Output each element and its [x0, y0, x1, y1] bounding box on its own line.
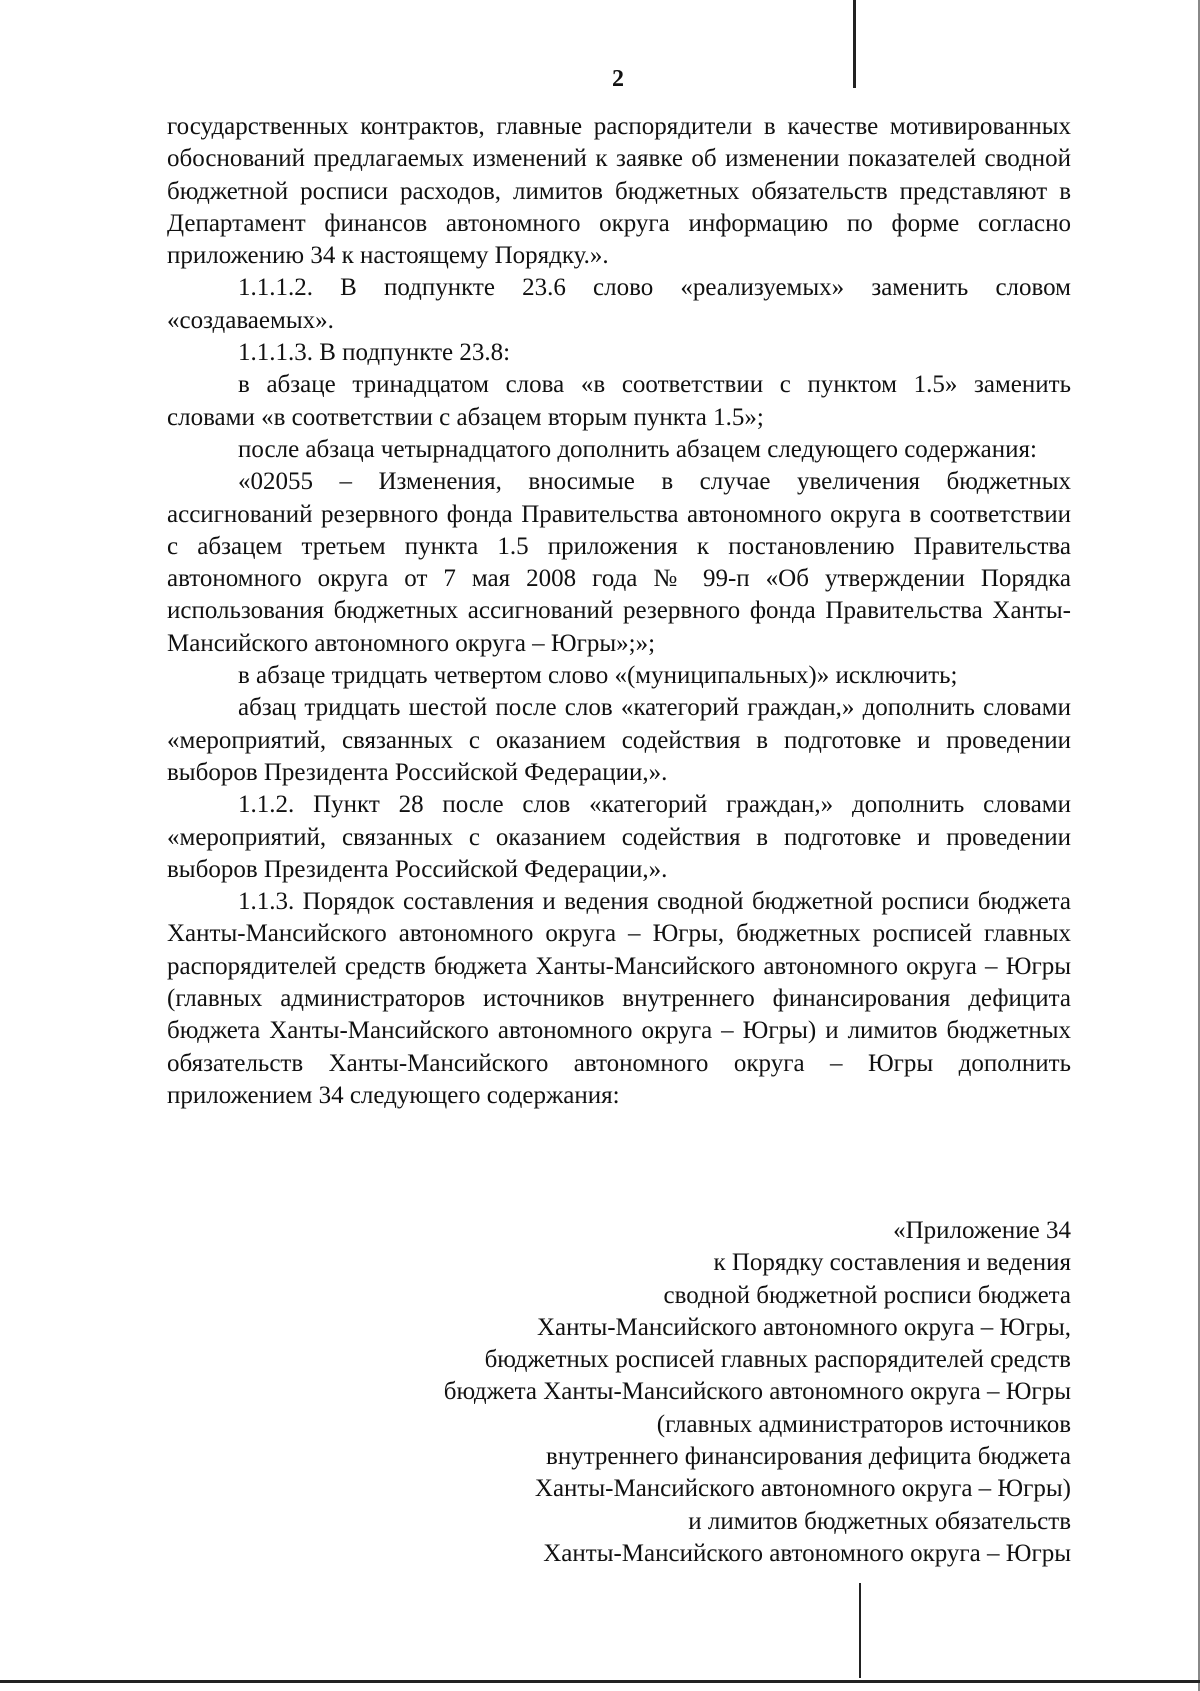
paragraph-continuation: государственных контрактов, главные распорядители в качестве мотивированных обоснований предлагаемых изменений к заявке об изменении показателей сводной бюджетной росписи расходов, лимитов бюджетных обязательств представляют в Департамент финансов автономного округа информацию по форме согласно приложению 34 к настоящему Порядку.». — [167, 113, 1071, 270]
paragraph-code-02055: «02055 – Изменения, вносимые в случае увеличения бюджетных ассигнований резервного фонда Правительства автономного округа в соответствии с абзацем третьем пункта 1.5 приложения к постановлению Правительства автономного округа от 7 мая 2008 года № 99-п «Об утверждении Порядка использования бюджетных ассигнований резервного фонда Правительства Ханты-Мансийского автономного округа – Югры»;»; — [167, 468, 1071, 657]
paragraph-abzac-34: в абзаце тридцать четвертом слово «(муниципальных)» исключить; — [238, 662, 958, 690]
appendix-line: Ханты-Мансийского автономного округа – Югры) — [534, 1475, 1071, 1503]
paragraph-1-1-1-2: 1.1.1.2. В подпункте 23.6 слово «реализуемых» заменить словом «создаваемых». — [167, 274, 1071, 334]
appendix-line: бюджетных росписей главных распорядителей средств — [484, 1346, 1071, 1374]
paragraph-abzac-36: абзац тридцать шестой после слов «категорий граждан,» дополнить словами «мероприятий, связанных с оказанием содействия в подготовке и проведении выборов Президента Российской Федерации,». — [167, 694, 1071, 786]
paragraph-1-1-1-3: 1.1.1.3. В подпункте 23.8: — [238, 339, 511, 367]
appendix-line: Ханты-Мансийского автономного округа – Югры — [543, 1539, 1071, 1567]
appendix-heading — [311, 1215, 1071, 1570]
paragraph-abzac-14: после абзаца четырнадцатого дополнить абзацем следующего содержания: — [238, 435, 1037, 463]
page-number: 2 — [612, 66, 624, 92]
paragraph-abzac-13: в абзаце тринадцатом слова «в соответствии с пунктом 1.5» заменить словами «в соответствии с абзацем вторым пункта 1.5»; — [167, 371, 1071, 431]
appendix-line: сводной бюджетной росписи бюджета — [663, 1281, 1071, 1309]
appendix-line: внутреннего финансирования дефицита бюджета — [546, 1443, 1071, 1471]
appendix-line: к Порядку составления и ведения — [713, 1249, 1071, 1277]
paragraph-1-1-2: 1.1.2. Пункт 28 после слов «категорий граждан,» дополнить словами «мероприятий, связанных с оказанием содействия в подготовке и проведении выборов Президента Российской Федерации,». — [167, 791, 1071, 883]
appendix-line: бюджета Ханты-Мансийского автономного округа – Югры — [443, 1378, 1071, 1406]
scan-artifact-line-bottom — [859, 1583, 861, 1678]
appendix-line: «Приложение 34 — [893, 1217, 1071, 1244]
paragraph-1-1-3: 1.1.3. Порядок составления и ведения сводной бюджетной росписи бюджета Ханты-Мансийского автономного округа – Югры, бюджетных росписей главных распорядителей средств бюджета Ханты-Мансийского автономного округа – Югры (главных администраторов источников внутреннего финансирования дефицита бюджета Ханты-Мансийского автономного округа – Югры) и лимитов бюджетных обязательств Ханты-Мансийского автономного округа – Югры дополнить приложением 34 следующего содержания: — [167, 888, 1071, 1109]
appendix-line: Ханты-Мансийского автономного округа – Югры, — [536, 1313, 1071, 1341]
scan-edge-bottom — [0, 1680, 1200, 1683]
appendix-line: и лимитов бюджетных обязательств — [688, 1507, 1071, 1535]
appendix-line: (главных администраторов источников — [656, 1410, 1071, 1438]
body-text — [167, 111, 1071, 1112]
